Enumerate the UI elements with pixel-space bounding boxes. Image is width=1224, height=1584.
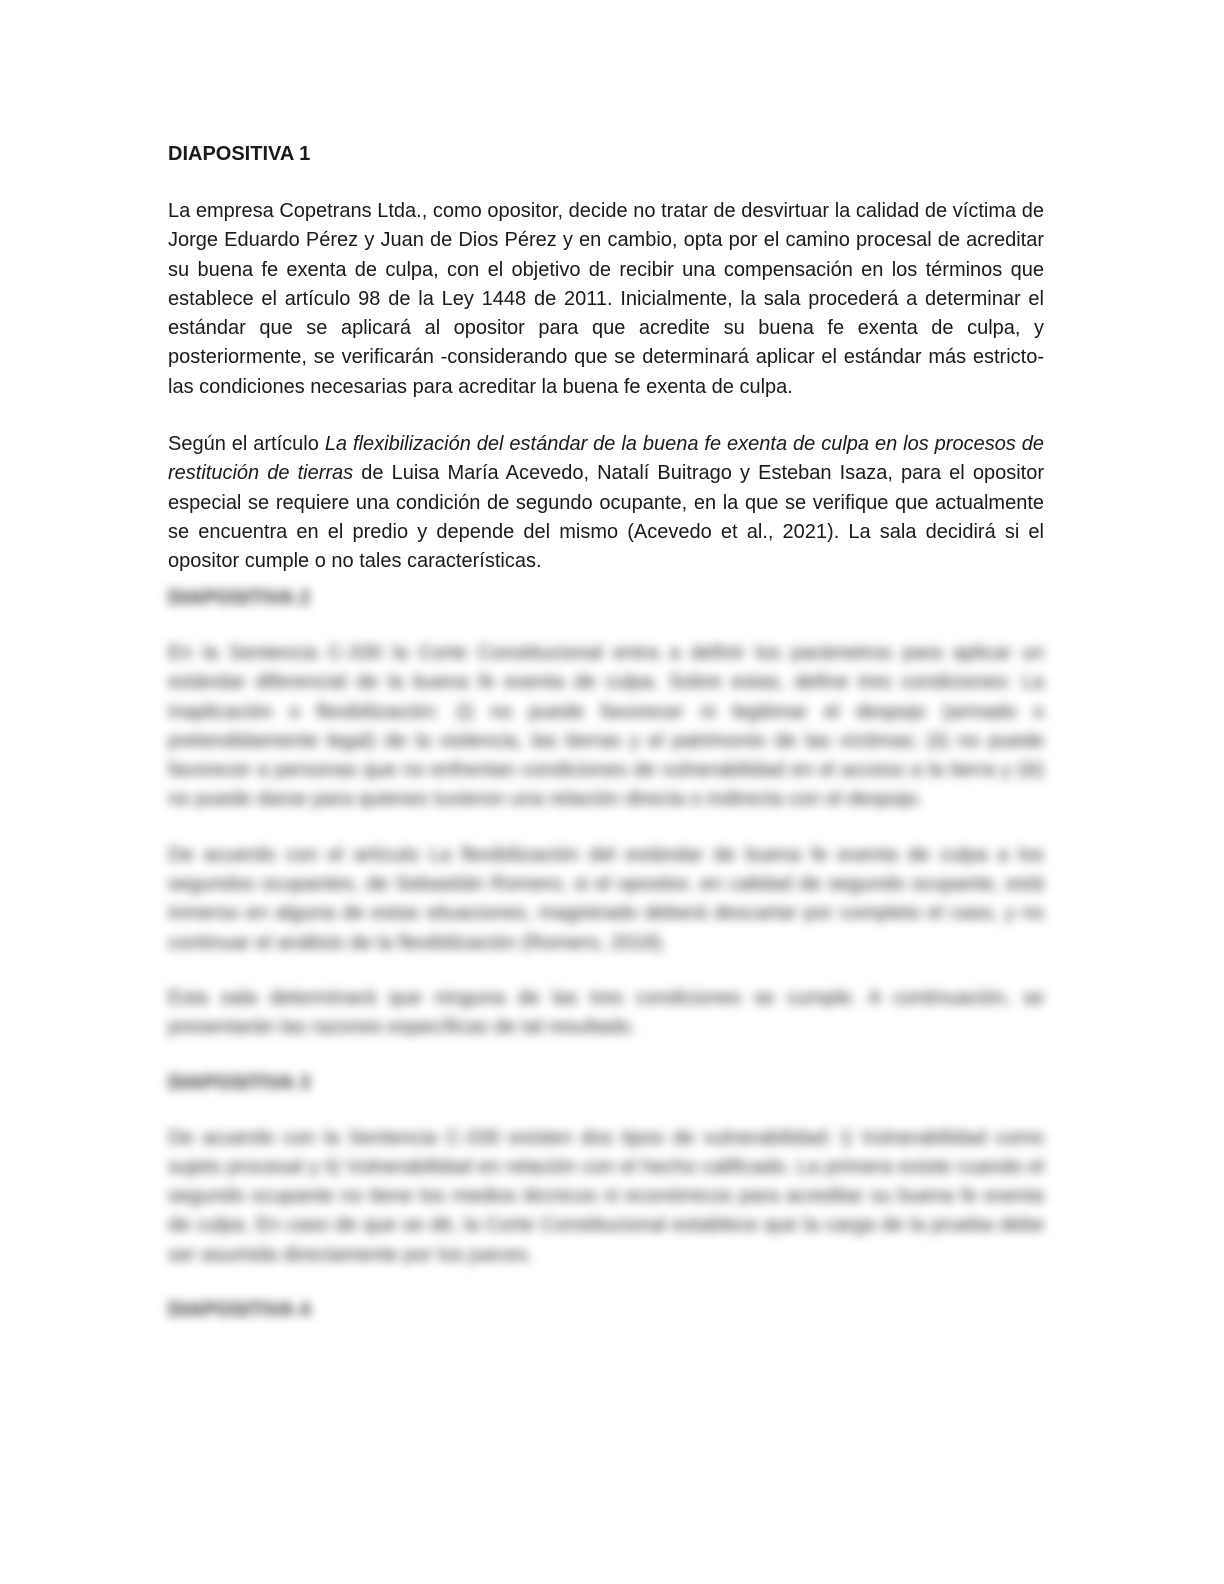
- document-body: [168, 140, 1044, 605]
- paragraph-2-suffix: de Luisa María Acevedo, Natalí Buitrago y Esteban Isaza, para el opositor especial se requiere una condición de segundo ocupante, en la que se verifique que actualmente se encuentra en el predio y depende del mismo (Acevedo et al., 2021). La sala decidirá si el opositor cumple o no tales características.: [168, 462, 1044, 573]
- paragraph-1: La empresa Copetrans Ltda., como opositor, decide no tratar de desvirtuar la calidad de víctima de Jorge Eduardo Pérez y Juan de Dios Pérez y en cambio, opta por el camino procesal de acreditar su buena fe exenta de culpa, con el objetivo de recibir una compensación en los términos que establece el artículo 98 de la Ley 1448 de 2011. Inicialmente, la sala procederá a determinar el estándar que se aplicará al opositor para que acredite su buena fe exenta de culpa, y posteriormente, se verificarán -considerando que se determinará aplicar el estándar más estricto- las condiciones necesarias para acreditar la buena fe exenta de culpa.: [168, 200, 1044, 398]
- slide-heading-2: DIAPOSITIVA 2: [168, 587, 311, 609]
- article-title: La flexibilización del estándar de la buena fe exenta de culpa en los procesos de restitución de tierras: [168, 433, 1044, 485]
- slide-heading-4: DIAPOSITIVA 4: [168, 1299, 311, 1322]
- slide-heading-3: DIAPOSITIVA 3: [168, 1071, 311, 1094]
- blurred-preview-section: [168, 584, 1044, 1351]
- blurred-paragraph-4: De acuerdo con el artículo La flexibilización del estándar de buena fe exenta de culpa a los segundos ocupantes, de Sebastián Romero, si el opositor, en calidad de segundo ocupante, está inmerso en alguna de estas situaciones, magistrado deberá descartar por completo el caso, y no continuar el análisis de la flexibilización (Romero, 2018).: [168, 843, 1044, 954]
- blurred-paragraph-6: De acuerdo con la Sentencia C-330 existen dos tipos de vulnerabilidad: i) Vulnerabilidad como sujeto procesal y ii) Vulnerabilidad en relación con el hecho calificado. La primera existe cuando el segundo ocupante no tiene los medios técnicos ni económicos para acreditar su buena fe exenta de culpa. En caso de que se dé, la Corte Constitucional establece que la carga de la prueba debe ser asumida directamente por los jueces.: [168, 1126, 1044, 1266]
- blurred-paragraph-5: Esta sala determinará que ninguna de las tres condiciones se cumple. A continuación, se presentarán las razones específicas de tal resultado.: [168, 986, 1044, 1039]
- slide-heading-1: DIAPOSITIVA 1: [168, 143, 311, 165]
- paragraph-2-prefix: Según el artículo: [168, 433, 325, 456]
- blurred-paragraph-3: En la Sentencia C-330 la Corte Constitucional entra a definir los parámetros para aplicar un estándar diferencial de la buena fe exenta de culpa. Sobre estas, define tres condiciones: La inaplicación o flexibilización: (i) no puede favorecer ni legitimar el despojo (armado o pretendidamente legal) de la violencia, las tierras y el patrimonio de las víctimas; (ii) no puede favorecer a personas que no enfrentan condiciones de vulnerabilidad en el acceso a la tierra y (iii) no puede darse para quienes tuvieron una relación directa o indirecta con el despojo.: [168, 642, 1044, 811]
- paragraph-2: [168, 430, 1044, 576]
